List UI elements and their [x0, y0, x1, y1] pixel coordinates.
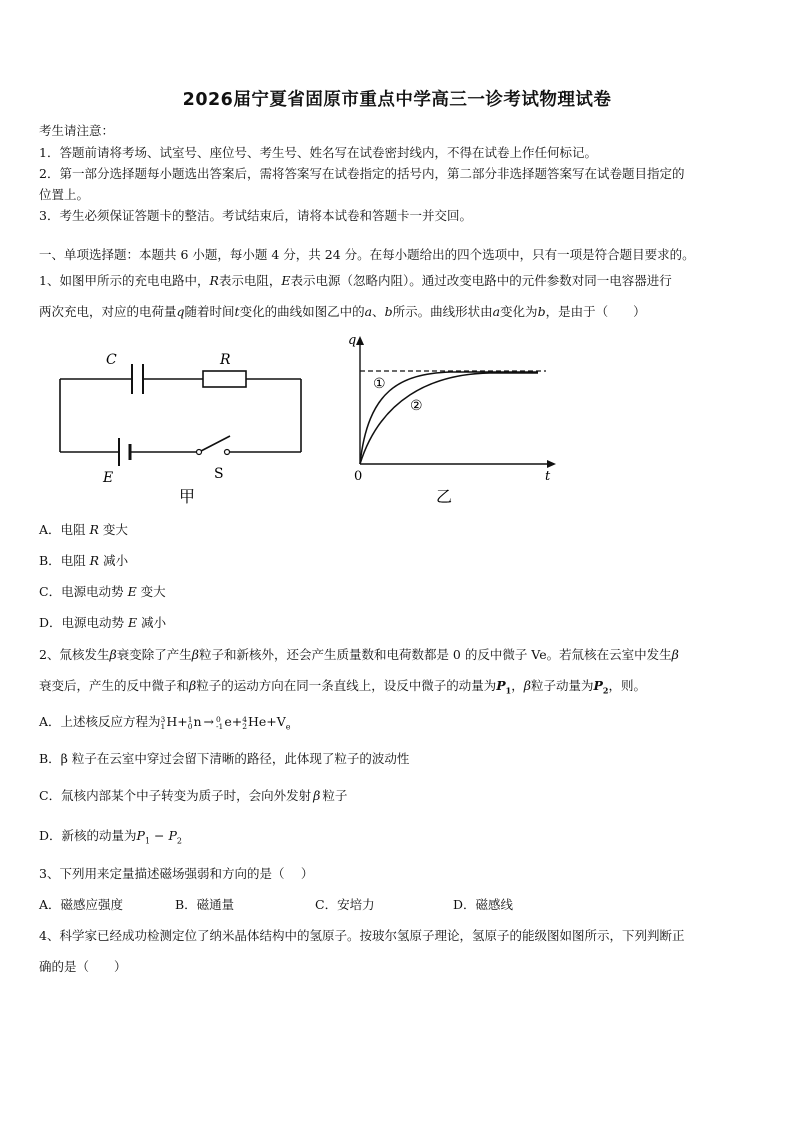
option-a[interactable]	[39, 520, 128, 538]
option-var: R	[89, 553, 100, 568]
text: 所示。曲线形状由	[392, 304, 493, 319]
option-c[interactable]	[39, 582, 166, 600]
curve-2-label: ②	[410, 398, 423, 414]
mass-number: 1	[187, 714, 193, 724]
question-4-line-2: 确的是（ ）	[39, 959, 127, 974]
minus: −	[150, 828, 169, 843]
sub: 1	[144, 836, 151, 846]
option-letter: A．	[39, 522, 61, 537]
option-text: 电源电动势	[61, 615, 129, 630]
option-text: C．氚核内部某个中子转变为质子时，会向外发射	[39, 788, 312, 803]
text: 衰变除了产生	[116, 647, 192, 662]
option-c[interactable]: C．安培力	[315, 897, 375, 912]
page-title: 2026届宁夏省固原市重点中学高三一诊考试物理试卷	[182, 90, 612, 110]
var-a: a	[364, 304, 373, 319]
option-letter: D．	[39, 615, 62, 630]
notice-item: 2．第一部分选择题每小题选出答案后，需将答案写在试卷指定的括号内，第二部分非选择题答案写在试卷题目指定的	[39, 166, 685, 181]
option-text: 电源电动势	[61, 584, 128, 599]
option-c[interactable]	[39, 786, 347, 804]
option-a[interactable]: A．磁感应强度	[39, 897, 124, 912]
section-heading: 一、单项选择题：本题共 6 小题，每小题 4 分，共 24 分。在每小题给出的四个选项中，只有一项是符合题目要求的。	[39, 247, 695, 262]
var-beta: β	[191, 647, 199, 662]
option-var: R	[89, 522, 99, 537]
option-b[interactable]	[39, 551, 128, 569]
text: ，是由于（ ）	[545, 304, 646, 319]
var-P1: P	[496, 678, 506, 693]
mass-number: 4	[242, 714, 247, 724]
question-2-line-1	[39, 645, 679, 663]
text: 变化的曲线如图乙中的	[239, 304, 365, 319]
sub: e	[285, 722, 291, 732]
figure-caption: 甲	[179, 487, 196, 506]
option-text: 电阻	[60, 522, 90, 537]
charge-number: 1	[160, 721, 166, 731]
mass-number: 3	[160, 714, 166, 724]
circuit-diagram	[40, 330, 330, 510]
text: 粒子动量为	[531, 678, 594, 693]
text: 表示电阻，	[218, 273, 282, 288]
notice-item: 位置上。	[39, 187, 90, 202]
option-d[interactable]	[39, 826, 182, 846]
var-beta: β	[313, 788, 321, 803]
figure-caption: 乙	[436, 487, 453, 506]
var-b: b	[384, 304, 393, 319]
text: 衰变后，产生的反中微子和	[39, 678, 190, 693]
charge-number: -1	[216, 721, 224, 731]
text: 随着时间	[184, 304, 235, 319]
label-C: C	[106, 352, 117, 368]
text: 粒子和新核外，还会产生质量数和电荷数都是 0 的反中微子 Ve。若氚核在云室中发生	[198, 647, 672, 662]
var-R: R	[209, 273, 219, 288]
text: 表示电源（忽略内阻）。通过改变电路中的元件参数对同一电容器进行	[290, 273, 672, 288]
var-P1: P	[136, 828, 145, 843]
option-d[interactable]	[39, 613, 166, 631]
nuclide-n	[188, 714, 202, 730]
option-text: D．新核的动量为	[39, 828, 137, 843]
option-b[interactable]: B．β 粒子在云室中穿过会留下清晰的路径，此体现了粒子的波动性	[39, 751, 410, 766]
option-text: 变大	[136, 584, 166, 599]
symbol: He+V	[247, 714, 286, 729]
var-beta: β	[671, 647, 679, 662]
var-q: q	[176, 304, 185, 319]
option-d[interactable]: D．磁感线	[453, 897, 514, 912]
text: 两次充电，对应的电荷量	[39, 304, 177, 319]
var-beta: β	[523, 678, 531, 693]
nuclide-H	[161, 714, 188, 730]
question-3-stem: 3、下列用来定量描述磁场强弱和方向的是（ ）	[39, 866, 314, 881]
question-1-line-2	[39, 302, 646, 320]
text: 、	[372, 304, 385, 319]
option-letter: C．	[39, 584, 62, 599]
reaction-arrow: →	[203, 714, 215, 729]
question-1-line-1	[39, 271, 672, 289]
notice-item: 3．考生必须保证答题卡的整洁。考试结束后，请将本试卷和答题卡一并交回。	[39, 208, 472, 223]
nuclide-He	[242, 714, 290, 732]
option-a[interactable]	[39, 712, 291, 732]
axis-label-t: t	[545, 469, 551, 484]
symbol: H+	[166, 714, 188, 729]
var-t: t	[234, 304, 240, 319]
option-text: 变大	[98, 522, 128, 537]
label-R: R	[220, 352, 231, 368]
label-E: E	[103, 470, 114, 486]
option-letter: B．	[39, 553, 61, 568]
charge-number: 2	[242, 721, 247, 731]
symbol: n	[193, 714, 202, 729]
var-P2: P	[593, 678, 603, 693]
question-4-line-1: 4、科学家已经成功检测定位了纳米晶体结构中的氢原子。按玻尔氢原子理论，氢原子的能级图如图所示，下列判断正	[39, 928, 685, 943]
question-2-line-2	[39, 676, 646, 696]
var-P2: P	[168, 828, 177, 843]
origin-label: 0	[354, 469, 363, 484]
option-b[interactable]: B．磁通量	[175, 897, 235, 912]
label-S: S	[214, 466, 224, 482]
notice-heading: 考生请注意：	[39, 123, 115, 138]
var-E: E	[281, 273, 291, 288]
var-b: b	[537, 304, 546, 319]
option-text: 粒子	[322, 788, 348, 803]
text: 变化为	[500, 304, 538, 319]
text: 1、如图甲所示的充电电路中，	[39, 273, 210, 288]
option-text: A．上述核反应方程为	[39, 714, 161, 729]
option-text: 减小	[99, 553, 129, 568]
sub: 2	[176, 836, 182, 846]
option-text: 减小	[137, 615, 167, 630]
option-var: E	[127, 584, 137, 599]
charge-number: 0	[187, 721, 193, 731]
axis-label-q: q	[348, 333, 357, 348]
notice-item: 1．答题前请将考场、试室号、座位号、考生号、姓名写在试卷密封线内，不得在试卷上作任何标记。	[39, 145, 597, 160]
mass-number: 0	[216, 714, 221, 724]
var-beta: β	[189, 678, 197, 693]
option-var: E	[128, 615, 138, 630]
nuclide-e	[216, 714, 242, 730]
text: 2、氚核发生	[39, 647, 110, 662]
curve-1-label: ①	[373, 376, 386, 392]
text: 粒子的运动方向在同一条直线上，设反中微子的动量为	[196, 678, 497, 693]
charge-time-graph	[340, 330, 570, 510]
var-a: a	[492, 304, 501, 319]
symbol: e+	[224, 714, 243, 729]
sub: 1	[505, 685, 512, 696]
var-beta: β	[109, 647, 117, 662]
text: ，	[511, 678, 524, 693]
text: ，则。	[608, 678, 647, 693]
option-text: 电阻	[60, 553, 90, 568]
sub: 2	[602, 685, 609, 696]
